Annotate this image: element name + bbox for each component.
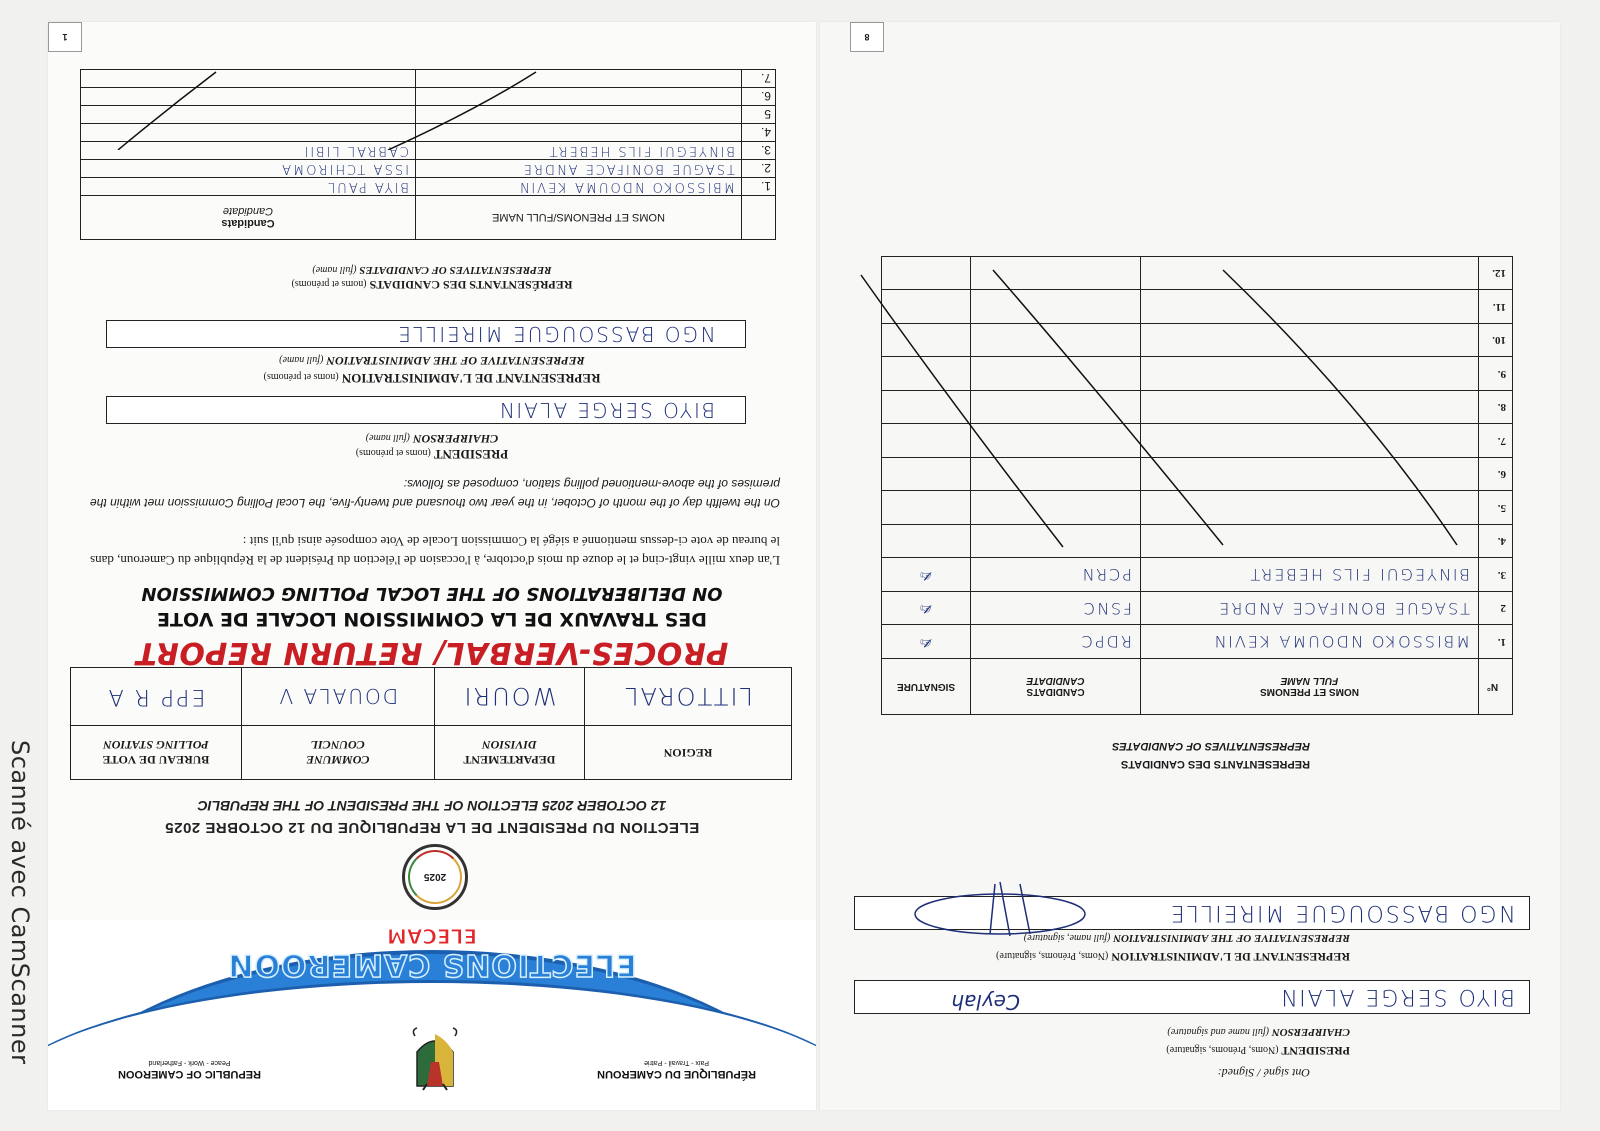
president-label-fr: PRESIDENT (noms et prénoms) (355, 447, 509, 462)
col-candidate: Candidats Candidate (81, 196, 416, 240)
candidates-reps-label-fr: REPRÉSENTANTS DES CANDIDATS (noms et prénoms) (291, 278, 573, 292)
table-row: 7. (882, 424, 1513, 458)
table-row: 9. (882, 357, 1513, 391)
council-value: DOUALA V (241, 668, 434, 726)
election-title-fr: ELECTION DU PRESIDENT DE LA REPUBLIQUE DU 12 OCTOBRE 2025 (164, 819, 700, 836)
strike-through-lines (80, 70, 776, 150)
table-row: 10. (882, 324, 1513, 358)
table-row: 4. (882, 525, 1513, 559)
page-left-content (48, 22, 816, 1110)
report-subtitle-en: ON DELIBERATIONS OF THE LOCAL POLLING COMMISSION (141, 583, 723, 604)
elecam-banner (48, 920, 816, 1110)
election-title-en: 12 OCTOBER 2025 ELECTION OF THE PRESIDENT OF THE REPUBLIC (197, 798, 667, 814)
col-department: DEPARTEMENT DIVISION (434, 726, 584, 780)
r-president-label-fr: PRESIDENT (Noms, Prénoms, signature) (1166, 1044, 1350, 1058)
r-admin-rep-label-fr: REPRESENTANT DE L'ADMINISTRATION (Noms, Prénoms, signature) (996, 950, 1350, 964)
page-number: 1 (48, 22, 82, 52)
col-polling-station: BUREAU DE VOTE POLLING STATION (71, 726, 242, 780)
col-full-name: NOMS ET PRENOMS/FULL NAME (416, 196, 742, 240)
republic-fr: RÉPUBLIQUE DU CAMEROUN Paix - Travail - Patrie (597, 1059, 756, 1080)
table-row: 2 TSAGUE BONIFACE ANDRE FSNC ✍ (882, 592, 1513, 626)
r-admin-rep-label-en: REPRESENTATIVE OF THE ADMINISTRATION (full name, signature) (1023, 932, 1350, 944)
candidates-reps-label-en: REPRESENTATIVES OF CANDIDATES (full name) (312, 264, 552, 276)
department-value: WOURI (434, 668, 584, 726)
table-row: 6. (81, 88, 776, 106)
elections-cameroon-title: ELECTIONS CAMEROON (227, 947, 637, 982)
report-title: PROCES-VERBAL/ RETURN REPORT (135, 635, 729, 670)
admin-rep-label-en: REPRESENTATIVE OF THE ADMINISTRATION (full name) (279, 354, 585, 368)
table-row: 3. BINYEGUI FILS HEBERT PCRN ✍ (882, 558, 1513, 592)
page-right (820, 22, 1560, 1110)
president-label-en: CHAIRPERSON (full name) (365, 432, 499, 446)
r-candidates-reps-label-fr: REPRESENTANTS DES CANDIDATS (1120, 758, 1310, 770)
admin-rep-signature-icon (900, 874, 1090, 944)
page-left (48, 22, 816, 1110)
col-signature: SIGNATURE (882, 659, 971, 715)
col-council: COMMUNE COUNCIL (241, 726, 434, 780)
elecam-2025-seal-icon: 2025 (402, 844, 468, 910)
camscanner-watermark: Scanné avec CamScanner (6, 740, 34, 1065)
table-row: 5. (882, 491, 1513, 525)
signature-cell: ✍ (882, 558, 971, 592)
elecam-subtitle: ELECAM (386, 924, 478, 948)
signed-intro: Ont signé / Signed: (1217, 1066, 1310, 1080)
admin-rep-label-fr: REPRESENTANT DE L'ADMINISTRATION (noms et prénoms) (263, 371, 601, 386)
col-num: N° (1479, 659, 1513, 715)
r-admin-rep-name-field: NGO BASSOUGUE MIREILLE (854, 896, 1530, 930)
col-region: REGION (585, 726, 792, 780)
table-row: 4. (81, 124, 776, 142)
intro-paragraph-fr: L'an deux mille vingt-cinq et le douze du mois d'octobre, à l'occasion de l'élection du Président de la République du Cameroun, dans le bureau de vote ci-dessus mentionné a siégé la Commission Locale de Vote composée ainsi qu'il suit : (90, 534, 780, 568)
coat-of-arms-icon (409, 1026, 461, 1092)
r-president-label-en: CHAIRPERSON (full name and signature) (1167, 1026, 1350, 1038)
table-row: 5 (81, 106, 776, 124)
region-value: LITTORAL (585, 668, 792, 726)
president-signature: Ceylah (951, 990, 1020, 1014)
strike-through-lines (853, 265, 1513, 555)
table-row: 1. MBISSOKO NDOUMA KEVIN RDPC ✍ (882, 625, 1513, 659)
intro-paragraph-en: On the twelfth day of the month of October, in the year two thousand and twenty-five, the Local Polling Commission met within the premises of the above-mentioned polling station, composed as follows: (90, 477, 780, 510)
location-table (70, 667, 792, 780)
r-candidates-reps-label-en: REPRESENTATIVES OF CANDIDATES (1111, 740, 1310, 752)
col-num (742, 196, 776, 240)
table-row: 3. BINYEGUI FILS HEBERT CABRAL LIBII (81, 142, 776, 160)
r-president-name-field: BIYO SERGE ALAIN (854, 980, 1530, 1014)
report-subtitle-fr: DES TRAVAUX DE LA COMMISSION LOCALE DE VOTE (156, 608, 708, 630)
republic-en: REPUBLIC OF CAMEROON Peace - Work - Fatherland (118, 1059, 261, 1080)
table-row: 12. (882, 257, 1513, 291)
table-row: 11. (882, 290, 1513, 324)
table-row: 8. (882, 391, 1513, 425)
table-row: 1. MBISSOKO NDOUMA KEVIN BIYA PAUL (81, 178, 776, 196)
table-row: 7. (81, 70, 776, 88)
admin-rep-name-field: NGO BASSOUGUE MIREILLE (106, 320, 746, 348)
col-full-name: NOMS ET PRENOMS FULL NAME (1141, 659, 1479, 715)
president-name-field: BIYO SERGE ALAIN (106, 396, 746, 424)
table-row: 2. TSAGUE BONIFACE ANDRE ISSA TCHIROMA (81, 160, 776, 178)
signature-cell: ✍ (882, 625, 971, 659)
page-right-content (820, 22, 1560, 1110)
col-candidate: CANDIDATS CANDIDATE (971, 659, 1141, 715)
signature-cell: ✍ (882, 592, 971, 626)
polling-station-value: EPP R A (71, 668, 242, 726)
table-row: 6. (882, 458, 1513, 492)
page-number: 8 (850, 22, 884, 52)
